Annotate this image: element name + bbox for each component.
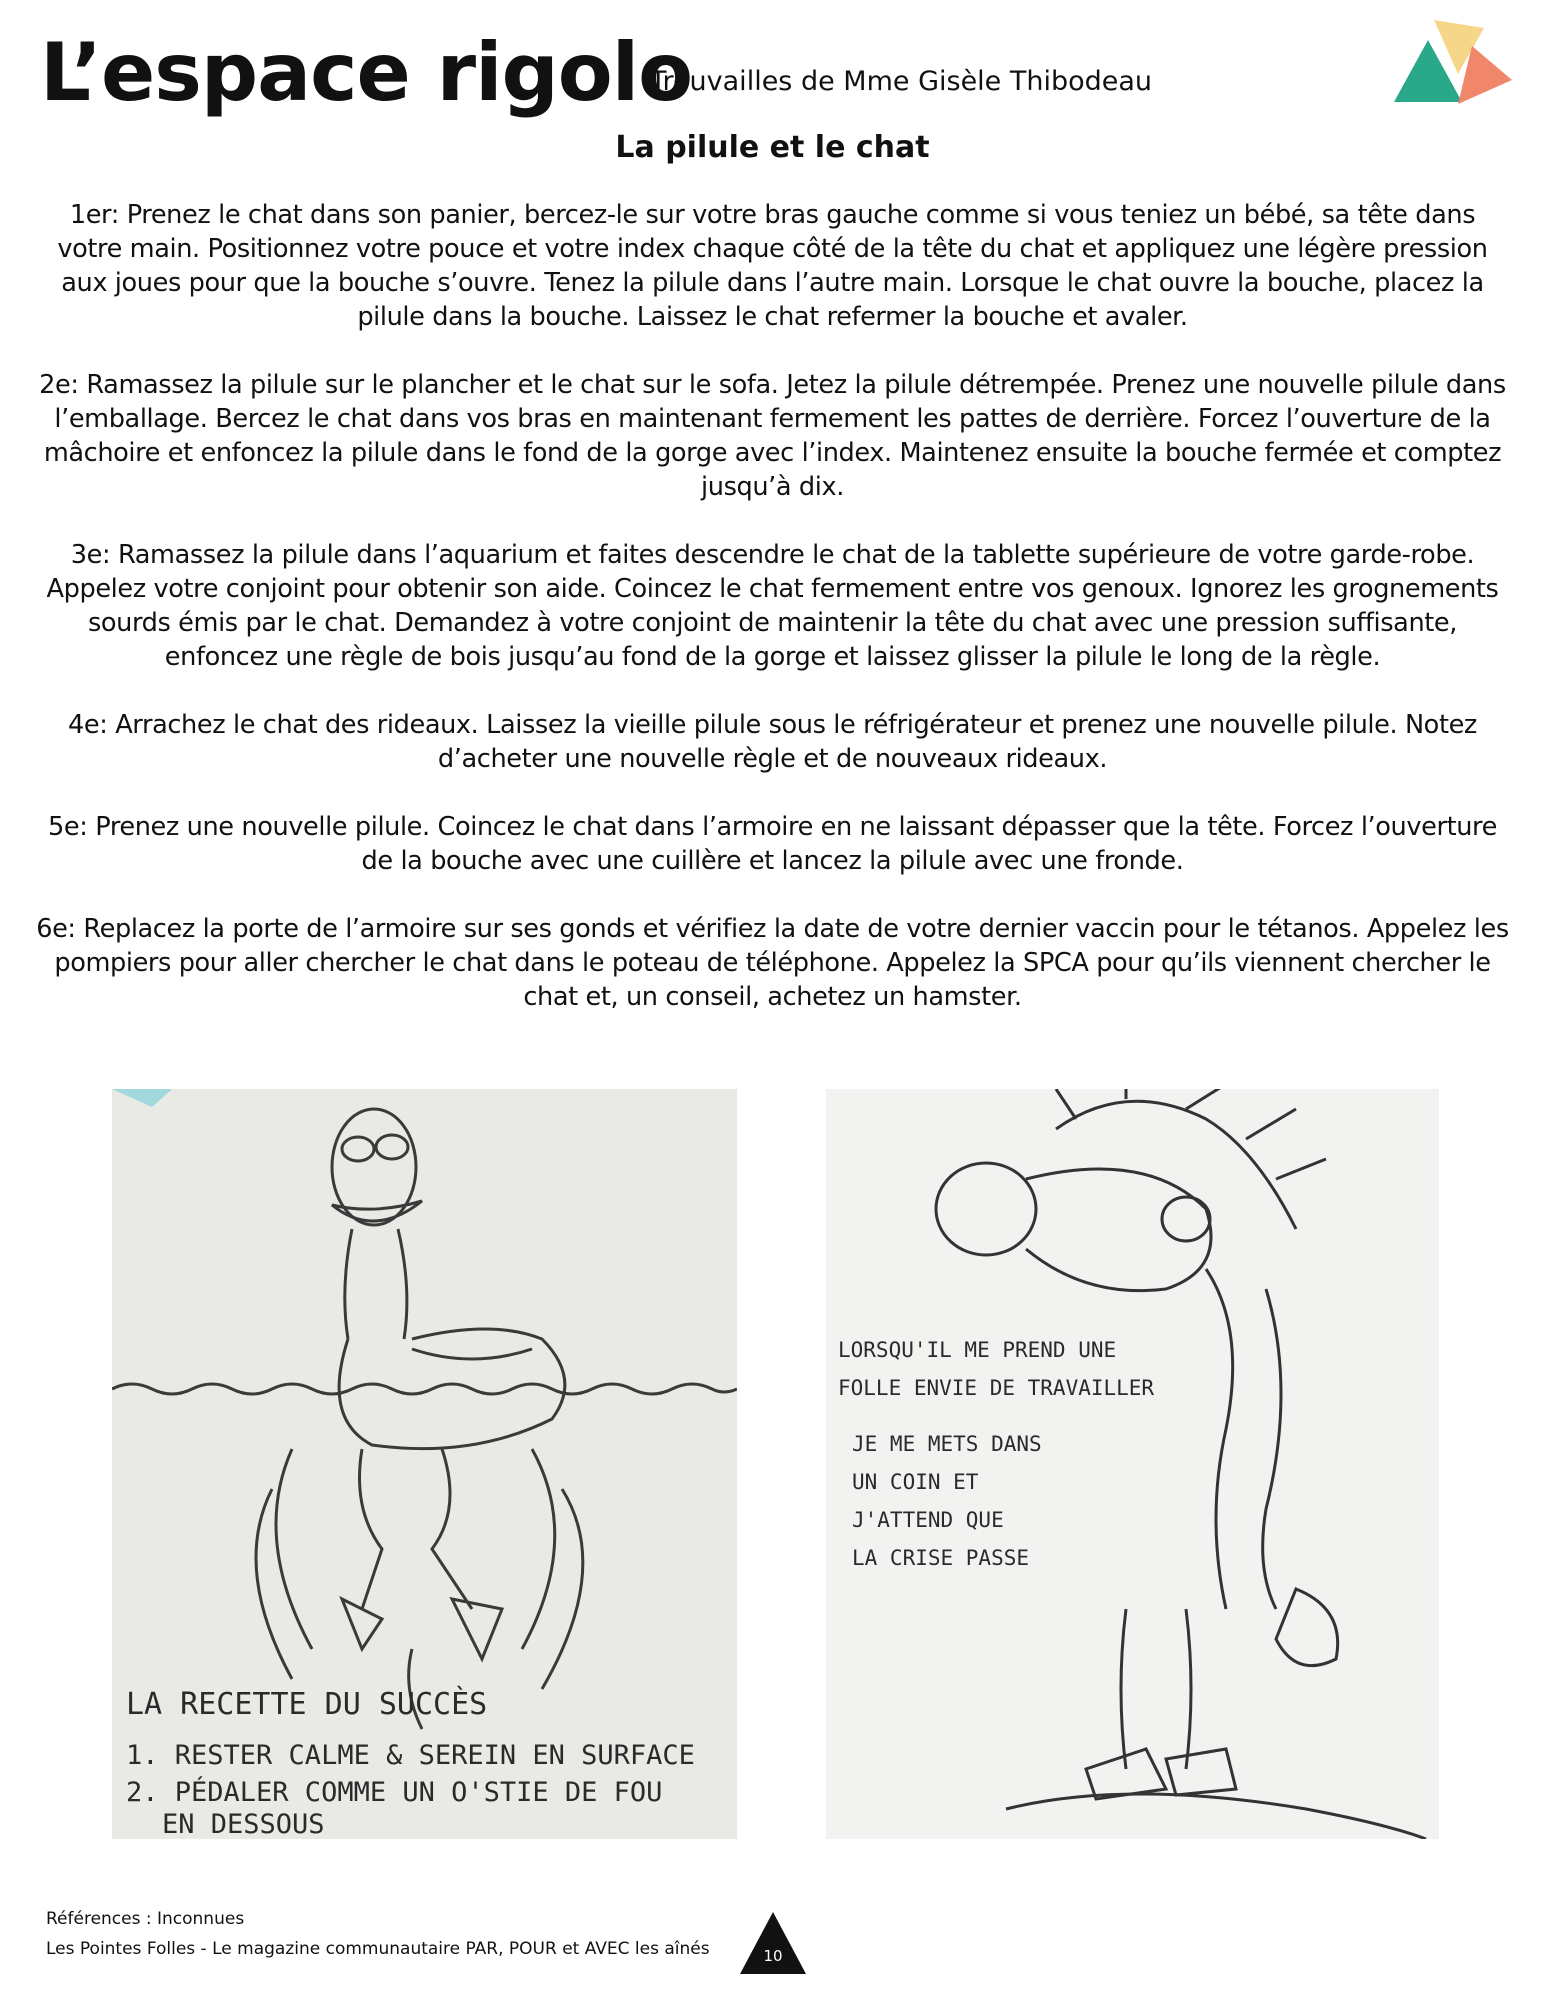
article-body (34, 198, 1511, 1048)
speech-line-6: LA CRISE PASSE (852, 1546, 1030, 1570)
triangles-logo-icon (1388, 18, 1516, 110)
page-number: 10 (763, 1947, 783, 1965)
footer-magazine-name: Les Pointes Folles - Le magazine communautaire PAR, POUR et AVEC les aînés (46, 1939, 710, 1959)
paragraph-step-4: 4e: Arrachez le chat des rideaux. Laissez la vieille pilule sous le réfrigérateur et prenez une nouvelle pilule. Notez d’acheter une nouvelle règle et de nouveaux rideaux. (68, 710, 1477, 774)
caption-line-2: 1. RESTER CALME & SEREIN EN SURFACE (126, 1740, 695, 1771)
duck-cartoon-image (112, 1089, 737, 1839)
page-subtitle: Trouvailles de Mme Gisèle Thibodeau (650, 66, 1153, 97)
caption-line-3: 2. PÉDALER COMME UN O'STIE DE FOU (126, 1777, 663, 1808)
speech-line-1: LORSQU'IL ME PREND UNE (838, 1338, 1117, 1362)
article-title: La pilule et le chat (615, 130, 930, 165)
speech-line-3: JE ME METS DANS (852, 1432, 1042, 1456)
speech-line-4: UN COIN ET (852, 1470, 979, 1494)
page-title: L’espace rigolo (40, 26, 693, 119)
paragraph-step-6: 6e: Replacez la porte de l’armoire sur ses gonds et vérifiez la date de votre dernier vaccin pour le tétanos. Appelez les pompiers pour aller chercher le chat dans le poteau de téléphone. Appelez la SPCA pour qu’ils viennent chercher le chat et, un conseil, achetez un hamster. (36, 914, 1509, 1012)
speech-line-5: J'ATTEND QUE (852, 1508, 1004, 1532)
worker-cartoon-image (826, 1089, 1439, 1839)
caption-line-4: EN DESSOUS (162, 1809, 325, 1839)
paragraph-step-3: 3e: Ramassez la pilule dans l’aquarium et faites descendre le chat de la tablette supérieure de votre garde-robe. Appelez votre conjoint pour obtenir son aide. Coincez le chat fermement entre vos genoux. Ignorez les grognements sourds émis par le chat. Demandez à votre conjoint de maintenir la tête du chat avec une pression suffisante, enfoncez une règle de bois jusqu’au fond de la gorge et laissez glisser la pilule le long de la règle. (46, 540, 1499, 672)
worker-drawing (826, 1089, 1439, 1839)
caption-line-1: LA RECETTE DU SUCCÈS (126, 1687, 488, 1722)
paragraph-step-5: 5e: Prenez une nouvelle pilule. Coincez le chat dans l’armoire en ne laissant dépasser que la tête. Forcez l’ouverture de la bouche avec une cuillère et lancez la pilule avec une fronde. (48, 812, 1497, 876)
paragraph-step-1: 1er: Prenez le chat dans son panier, bercez-le sur votre bras gauche comme si vous teniez un bébé, sa tête dans votre main. Positionnez votre pouce et votre index chaque côté de la tête du chat et appliquez une légère pression aux joues pour que la bouche s’ouvre. Tenez la pilule dans l’autre main. Lorsque le chat ouvre la bouche, placez la pilule dans la bouche. Laissez le chat refermer la bouche et avaler. (57, 200, 1488, 332)
page-number-badge (740, 1912, 806, 1974)
duck-drawing (112, 1089, 737, 1839)
speech-line-2: FOLLE ENVIE DE TRAVAILLER (838, 1376, 1155, 1400)
paragraph-step-2: 2e: Ramassez la pilule sur le plancher et le chat sur le sofa. Jetez la pilule détrempée. Prenez une nouvelle pilule dans l’emballage. Bercez le chat dans vos bras en maintenant fermement les pattes de derrière. Forcez l’ouverture de la mâchoire et enfoncez la pilule dans le fond de la gorge avec l’index. Maintenez ensuite la bouche fermée et comptez jusqu’à dix. (39, 370, 1506, 502)
footer-references: Références : Inconnues (46, 1909, 245, 1929)
